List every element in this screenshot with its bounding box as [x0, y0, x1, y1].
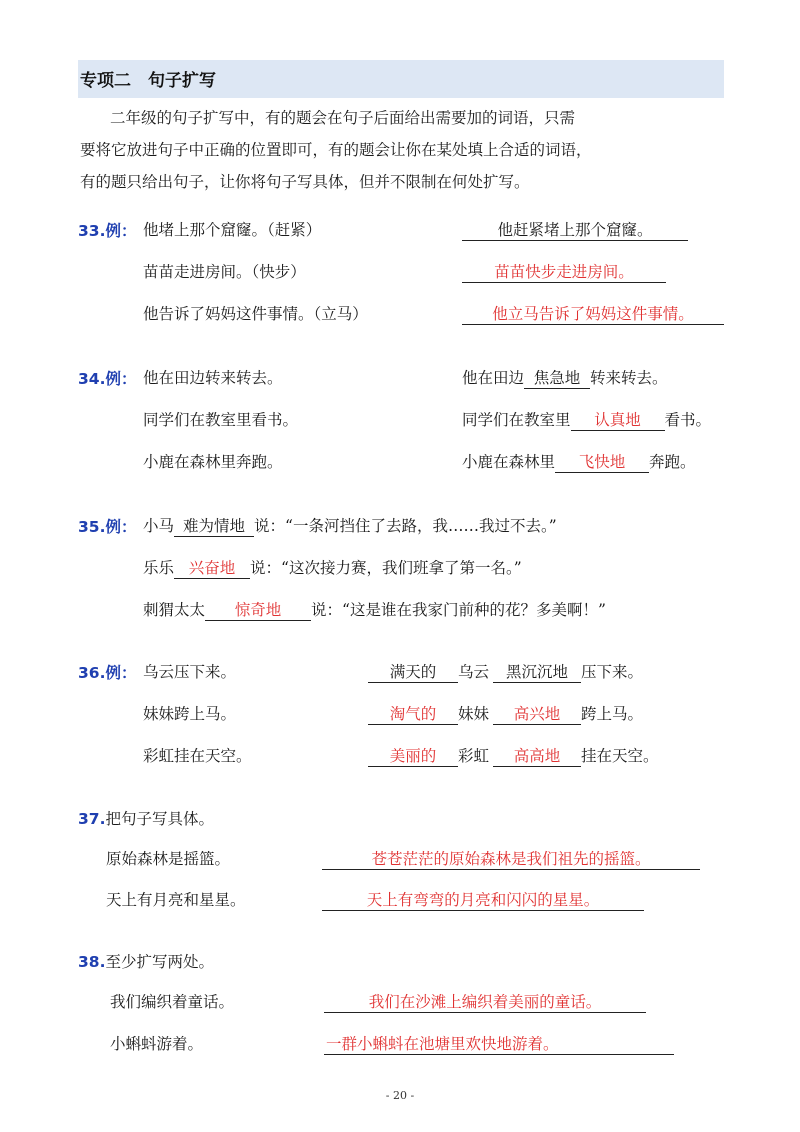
fill-blank-2: 黑沉沉地	[493, 662, 581, 683]
question-number: 36.	[78, 664, 106, 682]
question-number: 33.	[78, 222, 106, 240]
row-post: 说：“一条河挡住了去路，我……我过不去。”	[254, 517, 557, 535]
fill-blank: 认真地	[571, 410, 665, 431]
answer-post: 跨上马。	[581, 705, 644, 723]
answer-pre: 同学们在教室里	[462, 411, 571, 429]
q36-answer-2	[368, 703, 643, 725]
q34-prompt-1: 他在田边转来转去。	[143, 369, 283, 387]
row-pre: 小马	[143, 517, 175, 535]
q36-answer-1	[368, 661, 643, 683]
q38-answer-2	[324, 1033, 674, 1055]
intro-line-2: 要将它放进句子中正确的位置即可，有的题会让你在某处填上合适的词语，	[80, 141, 592, 159]
example-label: 例：	[105, 664, 137, 682]
answer-post: 挂在天空。	[581, 747, 659, 765]
question-number: 38.	[78, 953, 106, 971]
q34-answer-2	[462, 409, 711, 431]
answer-blank: 一群小蝌蚪在池塘里欢快地游着。	[324, 1034, 674, 1055]
q38-prompt-1: 我们编织着童话。	[110, 993, 235, 1011]
answer-post: 压下来。	[581, 663, 644, 681]
q34-answer-1	[462, 367, 668, 389]
question-34-number	[78, 367, 136, 389]
answer-blank: 他赶紧堵上那个窟窿。	[462, 220, 688, 241]
answer-pre: 小鹿在森林里	[462, 453, 556, 471]
answer-blank: 苍苍茫茫的原始森林是我们祖先的摇篮。	[322, 849, 700, 870]
row-pre: 乐乐	[143, 559, 175, 577]
question-number: 37.	[78, 810, 106, 828]
intro-line-3: 有的题只给出句子，让你将句子写具体，但并不限制在何处扩写。	[80, 173, 530, 191]
q33-answer-3	[462, 303, 724, 325]
fill-blank-2: 高高地	[493, 746, 581, 767]
row-pre: 刺猬太太	[143, 601, 206, 619]
q36-answer-3	[368, 745, 659, 767]
section-title: 专项二 句子扩写	[80, 71, 216, 91]
fill-blank: 飞快地	[555, 452, 649, 473]
question-36-number	[78, 661, 136, 683]
answer-post: 转来转去。	[590, 369, 668, 387]
fill-blank: 惊奇地	[205, 600, 311, 621]
row-post: 说：“这是谁在我家门前种的花？多美啊！”	[311, 601, 606, 619]
answer-blank: 我们在沙滩上编织着美丽的童话。	[324, 992, 646, 1013]
question-33-number	[78, 219, 136, 241]
example-label: 例：	[105, 518, 137, 536]
q35-row-1	[143, 515, 557, 537]
answer-post: 看书。	[664, 411, 712, 429]
fill-blank: 难为情地	[174, 516, 254, 537]
question-number: 34.	[78, 370, 106, 388]
question-38-header	[78, 951, 214, 973]
q35-row-3	[143, 599, 606, 621]
fill-blank-1: 美丽的	[368, 746, 458, 767]
q33-prompt-3: 他告诉了妈妈这件事情。（立马）	[143, 305, 368, 323]
q36-prompt-3: 彩虹挂在天空。	[143, 747, 252, 765]
answer-blank: 他立马告诉了妈妈这件事情。	[462, 304, 724, 325]
answer-mid: 乌云	[458, 663, 490, 681]
answer-blank: 天上有弯弯的月亮和闪闪的星星。	[322, 890, 644, 911]
q37-answer-2	[322, 889, 644, 911]
question-number: 35.	[78, 518, 106, 536]
row-post: 说：“这次接力赛，我们班拿了第一名。”	[250, 559, 522, 577]
fill-blank-2: 高兴地	[493, 704, 581, 725]
question-37-header	[78, 808, 214, 830]
q37-prompt-1: 原始森林是摇篮。	[106, 850, 231, 868]
answer-mid: 彩虹	[458, 747, 490, 765]
question-instruction: 至少扩写两处。	[105, 953, 214, 971]
q34-prompt-3: 小鹿在森林里奔跑。	[143, 453, 283, 471]
fill-blank: 兴奋地	[174, 558, 250, 579]
answer-pre: 他在田边	[462, 369, 525, 387]
q33-prompt-1: 他堵上那个窟窿。（赶紧）	[143, 221, 322, 239]
example-label: 例：	[105, 222, 137, 240]
q34-prompt-2: 同学们在教室里看书。	[143, 411, 299, 429]
example-label: 例：	[105, 370, 137, 388]
q35-row-2	[143, 557, 522, 579]
fill-blank-1: 淘气的	[368, 704, 458, 725]
q38-prompt-2: 小蝌蚪游着。	[110, 1035, 204, 1053]
q37-prompt-2: 天上有月亮和星星。	[106, 891, 246, 909]
q33-prompt-2: 苗苗走进房间。（快步）	[143, 263, 306, 281]
question-35-number	[78, 515, 136, 537]
answer-blank: 苗苗快步走进房间。	[462, 262, 666, 283]
q38-answer-1	[324, 991, 646, 1013]
page-number: - 20 -	[385, 1089, 415, 1102]
answer-post: 奔跑。	[649, 453, 696, 471]
q34-answer-3	[462, 451, 696, 473]
q36-prompt-2: 妹妹跨上马。	[143, 705, 237, 723]
q33-answer-1	[462, 219, 688, 241]
fill-blank-1: 满天的	[368, 662, 458, 683]
q33-answer-2	[462, 261, 666, 283]
q37-answer-1	[322, 848, 700, 870]
intro-line-1: 二年级的句子扩写中，有的题会在句子后面给出需要加的词语，只需	[110, 109, 576, 127]
q36-prompt-1: 乌云压下来。	[143, 663, 237, 681]
answer-mid: 妹妹	[458, 705, 490, 723]
question-instruction: 把句子写具体。	[105, 810, 214, 828]
fill-blank: 焦急地	[524, 368, 590, 389]
